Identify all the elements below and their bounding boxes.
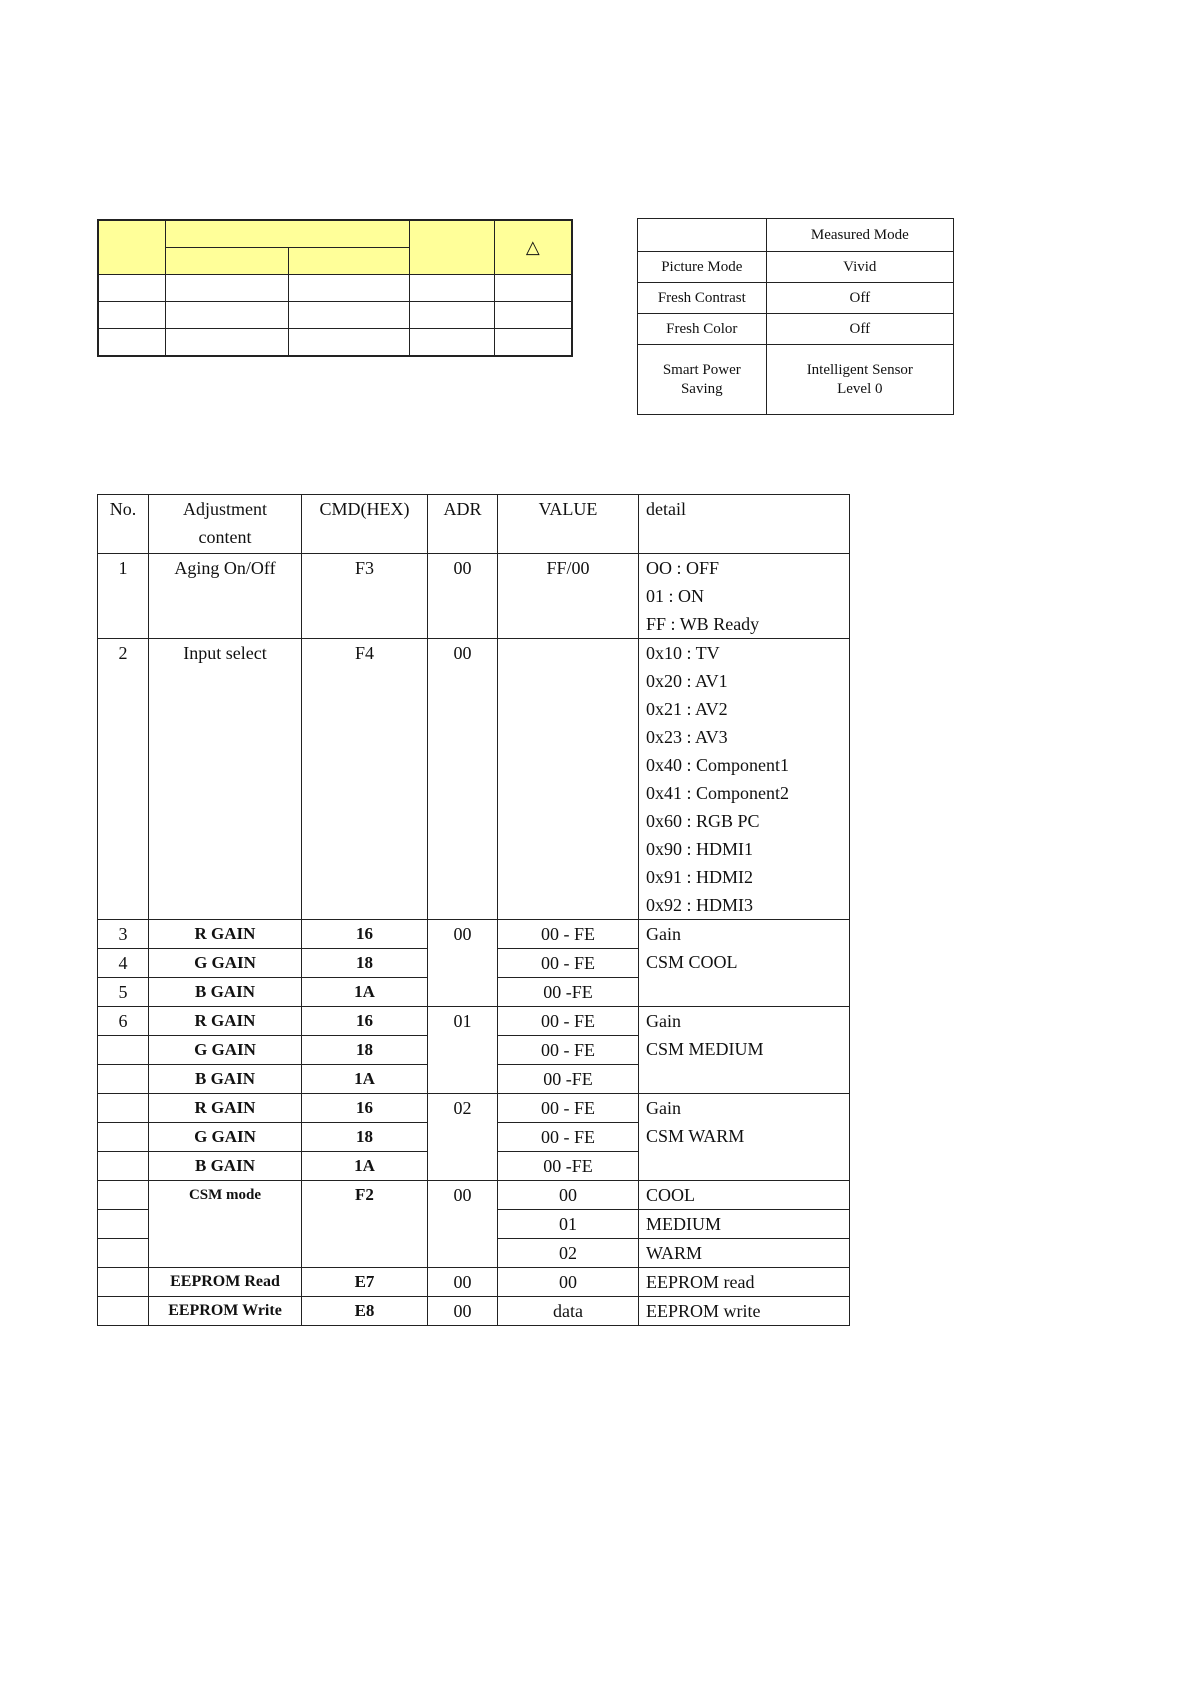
row-value: 00 - FE [498, 949, 639, 978]
detail-line: 0x60 : RGB PC [646, 811, 760, 831]
row-no: 6 [98, 1007, 149, 1036]
row-no [98, 1239, 149, 1268]
row-detail: EEPROM read [639, 1268, 850, 1297]
detail-line: 0x40 : Component1 [646, 755, 789, 775]
header-adjustment [149, 495, 302, 554]
measured-mode-table [637, 218, 954, 415]
row-value: 00 -FE [498, 1065, 639, 1094]
row-cmd: F3 [302, 554, 428, 639]
row-no [98, 1152, 149, 1181]
row-content: EEPROM Write [149, 1297, 302, 1326]
row-content: G GAIN [149, 1036, 302, 1065]
row-adr: 01 [428, 1007, 498, 1094]
mode-value: Off [766, 283, 953, 314]
row-value: data [498, 1297, 639, 1326]
row-detail: WARM [639, 1239, 850, 1268]
row-content: G GAIN [149, 1123, 302, 1152]
row-detail: COOL [639, 1181, 850, 1210]
row-content: R GAIN [149, 1094, 302, 1123]
mode-value: Off [766, 314, 953, 345]
row-content: R GAIN [149, 1007, 302, 1036]
detail-line: Gain [646, 1098, 681, 1118]
row-value: 00 - FE [498, 920, 639, 949]
table-row [98, 639, 850, 920]
row-detail: EEPROM write [639, 1297, 850, 1326]
spec-table [97, 219, 573, 357]
mode-value-line: Level 0 [837, 380, 883, 397]
spec-row [98, 329, 572, 357]
row-value: 02 [498, 1239, 639, 1268]
row-value: FF/00 [498, 554, 639, 639]
row-content: EEPROM Read [149, 1268, 302, 1297]
row-content: Aging On/Off [149, 554, 302, 639]
spec-header-cell [165, 248, 288, 275]
mode-header: Measured Mode [766, 219, 953, 252]
row-content: R GAIN [149, 920, 302, 949]
header-row [98, 495, 850, 554]
row-content: Input select [149, 639, 302, 920]
header-cmd: CMD(HEX) [302, 495, 428, 554]
row-content: CSM mode [149, 1181, 302, 1268]
row-content: B GAIN [149, 978, 302, 1007]
detail-line: 0x90 : HDMI1 [646, 839, 753, 859]
row-adr: 00 [428, 1181, 498, 1268]
row-cmd: E7 [302, 1268, 428, 1297]
header-adjustment-line: content [198, 527, 252, 547]
detail-line: 0x41 : Component2 [646, 783, 789, 803]
row-content: G GAIN [149, 949, 302, 978]
spec-header-cell [165, 220, 409, 248]
header-adjustment-line: Adjustment [183, 499, 267, 519]
detail-line: CSM COOL [646, 952, 738, 972]
row-detail: MEDIUM [639, 1210, 850, 1239]
spec-row [98, 275, 572, 302]
detail-line: Gain [646, 924, 681, 944]
detail-line: CSM WARM [646, 1126, 745, 1146]
row-no: 5 [98, 978, 149, 1007]
table-row [98, 554, 850, 639]
detail-line: 0x23 : AV3 [646, 727, 728, 747]
row-value: 00 [498, 1268, 639, 1297]
row-adr: 00 [428, 554, 498, 639]
row-no: 1 [98, 554, 149, 639]
spec-header-cell [409, 220, 494, 275]
spec-header-row [98, 220, 572, 248]
row-cmd: 16 [302, 1094, 428, 1123]
row-content: B GAIN [149, 1065, 302, 1094]
spec-header-cell [98, 220, 165, 275]
detail-line: 0x91 : HDMI2 [646, 867, 753, 887]
row-value: 00 - FE [498, 1123, 639, 1152]
mode-label: Picture Mode [638, 252, 767, 283]
table-row [98, 1181, 850, 1210]
row-no: 2 [98, 639, 149, 920]
mode-label-line: Smart Power [662, 361, 741, 378]
mode-value-line: Intelligent Sensor [806, 361, 913, 378]
detail-line: 0x10 : TV [646, 643, 720, 663]
table-row [98, 920, 850, 949]
delta-symbol: △ [494, 220, 572, 275]
row-adr: 02 [428, 1094, 498, 1181]
row-no [98, 1297, 149, 1326]
spec-row [98, 302, 572, 329]
table-row [98, 1268, 850, 1297]
row-cmd: 18 [302, 949, 428, 978]
row-value: 01 [498, 1210, 639, 1239]
row-detail [639, 639, 850, 920]
row-cmd: 18 [302, 1036, 428, 1065]
row-detail [639, 1094, 850, 1181]
mode-row [638, 283, 954, 314]
mode-label [638, 345, 767, 415]
row-value: 00 - FE [498, 1094, 639, 1123]
detail-line: 0x92 : HDMI3 [646, 895, 753, 915]
row-cmd: E8 [302, 1297, 428, 1326]
detail-line: 01 : ON [646, 586, 704, 606]
mode-header-row [638, 219, 954, 252]
header-value: VALUE [498, 495, 639, 554]
header-adr: ADR [428, 495, 498, 554]
row-no [98, 1268, 149, 1297]
mode-label: Fresh Color [638, 314, 767, 345]
row-no [98, 1036, 149, 1065]
row-value: 00 - FE [498, 1007, 639, 1036]
command-table [97, 494, 850, 1326]
row-no: 3 [98, 920, 149, 949]
row-detail [639, 920, 850, 1007]
row-cmd: 1A [302, 978, 428, 1007]
row-cmd: F4 [302, 639, 428, 920]
table-row [98, 1094, 850, 1123]
row-adr: 00 [428, 1268, 498, 1297]
mode-header-blank [638, 219, 767, 252]
spec-header-cell [288, 248, 409, 275]
row-value: 00 -FE [498, 1152, 639, 1181]
row-detail [639, 554, 850, 639]
detail-line: CSM MEDIUM [646, 1039, 764, 1059]
row-cmd: 18 [302, 1123, 428, 1152]
header-detail: detail [639, 495, 850, 554]
row-adr: 00 [428, 920, 498, 1007]
mode-row [638, 345, 954, 415]
row-cmd: 16 [302, 1007, 428, 1036]
row-value: 00 [498, 1181, 639, 1210]
mode-label-line: Saving [680, 380, 723, 397]
mode-label: Fresh Contrast [638, 283, 767, 314]
row-value: 00 -FE [498, 978, 639, 1007]
detail-line: Gain [646, 1011, 681, 1031]
row-no: 4 [98, 949, 149, 978]
mode-value [766, 345, 953, 415]
mode-row [638, 314, 954, 345]
detail-line: 0x20 : AV1 [646, 671, 728, 691]
detail-line: OO : OFF [646, 558, 720, 578]
mode-value: Vivid [766, 252, 953, 283]
row-cmd: 1A [302, 1152, 428, 1181]
row-adr: 00 [428, 639, 498, 920]
detail-line: 0x21 : AV2 [646, 699, 728, 719]
row-no [98, 1094, 149, 1123]
header-no: No. [98, 495, 149, 554]
table-row [98, 1007, 850, 1036]
detail-line: FF : WB Ready [646, 614, 760, 634]
row-no [98, 1065, 149, 1094]
row-no [98, 1210, 149, 1239]
row-content: B GAIN [149, 1152, 302, 1181]
row-detail [639, 1007, 850, 1094]
row-no [98, 1123, 149, 1152]
row-value: 00 - FE [498, 1036, 639, 1065]
row-value [498, 639, 639, 920]
row-cmd: F2 [302, 1181, 428, 1268]
row-cmd: 1A [302, 1065, 428, 1094]
row-no [98, 1181, 149, 1210]
table-row [98, 1297, 850, 1326]
row-adr: 00 [428, 1297, 498, 1326]
mode-row [638, 252, 954, 283]
row-cmd: 16 [302, 920, 428, 949]
